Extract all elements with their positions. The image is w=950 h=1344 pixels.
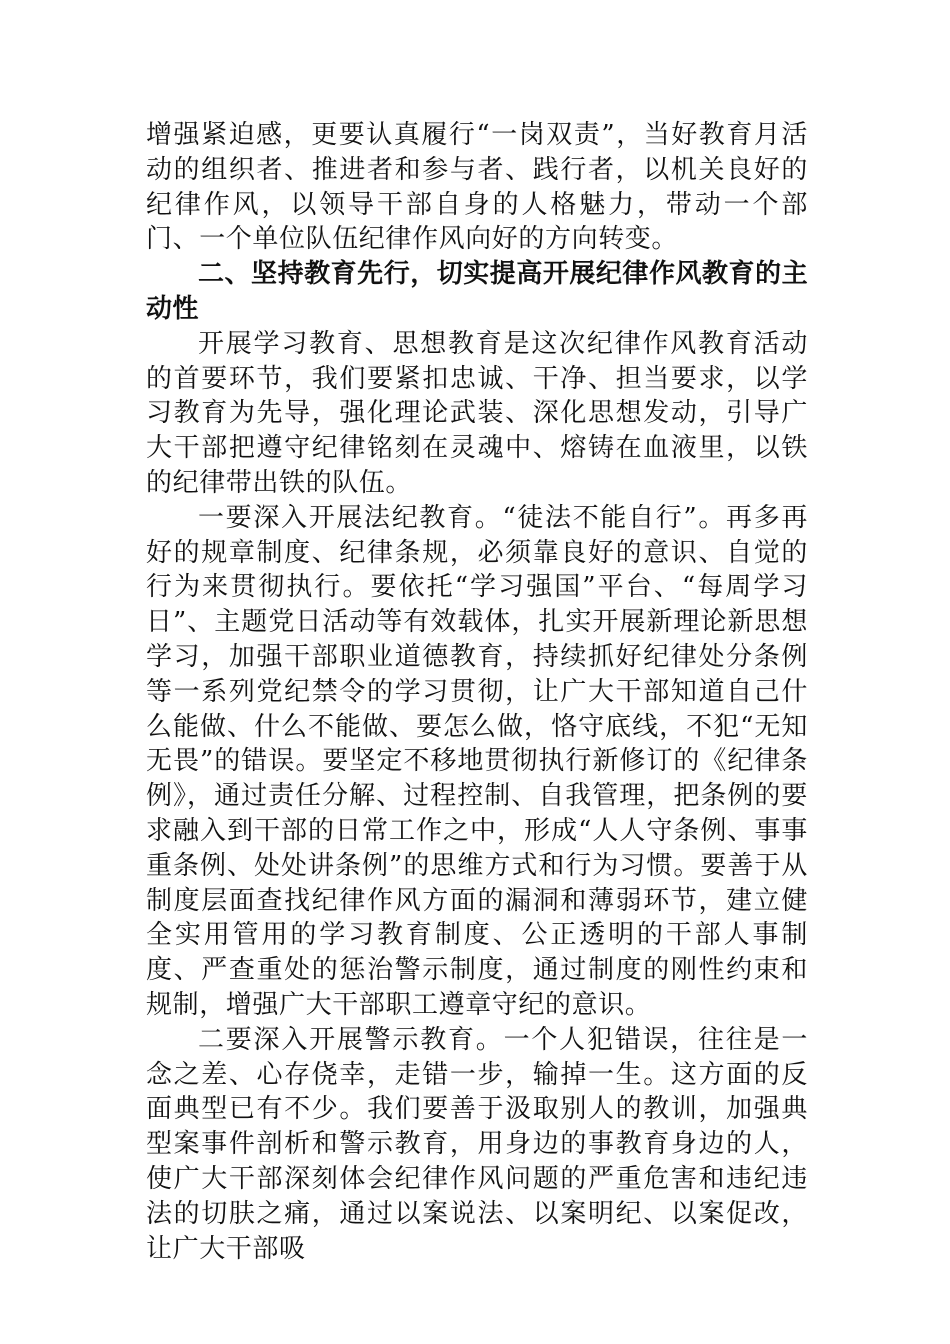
body-paragraph: 二要深入开展警示教育。一个人犯错误，往往是一念之差、心存侥幸，走错一步，输掉一生。这方面的反面典型已有不少。我们要善于汲取别人的教训，加强典型案事件剖析和警示教育，用身边的事教育身边的人，使广大干部深刻体会纪律作风问题的严重危害和违纪违法的切肤之痛，通过以案说法、以案明纪、以案促改，让广大干部吸 xyxy=(146,1024,808,1264)
document-body xyxy=(146,118,808,1266)
continuation-paragraph: 增强紧迫感，更要认真履行“一岗双责”，当好教育月活动的组织者、推进者和参与者、践行者，以机关良好的纪律作风，以领导干部自身的人格魅力，带动一个部门、一个单位队伍纪律作风向好的方向转变。 xyxy=(146,120,808,255)
body-paragraph: 一要深入开展法纪教育。“徒法不能自行”。再多再好的规章制度、纪律条规，必须靠良好的意识、自觉的行为来贯彻执行。要依托“学习强国”平台、“每周学习日”、主题党日活动等有效载体，扎实开展新理论新思想学习，加强干部职业道德教育，持续抓好纪律处分条例等一系列党纪禁令的学习贯彻，让广大干部知道自己什么能做、什么不能做、要怎么做，恪守底线，不犯“无知无畏”的错误。要坚定不移地贯彻执行新修订的《纪律条例》，通过责任分解、过程控制、自我管理，把条例的要求融入到干部的日常工作之中，形成“人人守条例、事事重条例、处处讲条例”的思维方式和行为习惯。要善于从制度层面查找纪律作风方面的漏洞和薄弱环节，建立健全实用管用的学习教育制度、公正透明的干部人事制度、严查重处的惩治警示制度，通过制度的刚性约束和规制，增强广大干部职工遵章守纪的意识。 xyxy=(146,502,808,1020)
section-heading: 二、坚持教育先行，切实提高开展纪律作风教育的主动性 xyxy=(146,259,808,324)
body-paragraph: 开展学习教育、思想教育是这次纪律作风教育活动的首要环节，我们要紧扣忠诚、干净、担当要求，以学习教育为先导，强化理论武装、深化思想发动，引导广大干部把遵守纪律铭刻在灵魂中、熔铸在血液里，以铁的纪律带出铁的队伍。 xyxy=(146,328,808,498)
